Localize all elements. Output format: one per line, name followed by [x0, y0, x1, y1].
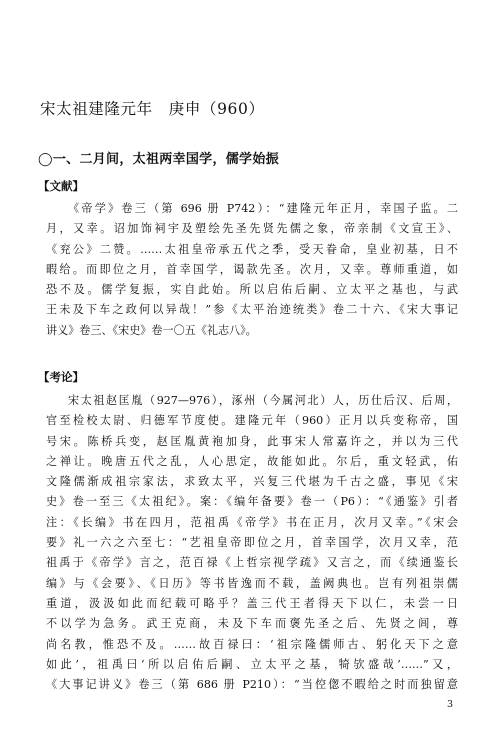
- text-line: 号宋。陈桥兵变，赵匡胤黄袍加身，此事宋人常嘉许之，并以为三代: [46, 434, 458, 448]
- page-number: 3: [447, 699, 454, 710]
- text-line: 宋太祖赵匡胤（927—976），涿州（今属河北）人，历仕后汉、后周，: [68, 394, 458, 407]
- text-line: 讲义》卷三、《宋史》卷一〇五《礼志八》。: [46, 323, 257, 337]
- chapter-title: 宋太祖建隆元年 庚申（960）: [40, 100, 265, 118]
- text-line: 祖禹于《帝学》言之，范百禄《上哲宗视学疏》又言之，而《续通鉴长: [46, 556, 458, 570]
- text-line: 不以学为急务。武王克商，未及下车而褒先圣之后、先贤之闾，尊: [46, 617, 458, 631]
- text-line: 要》礼一六之六至七：“艺祖皇帝即位之月，首幸国学，次月又幸，范: [46, 536, 458, 550]
- text-line: 王未及下车之政何以异哉！”参《太平治迹统类》卷二十六、《宋大事记: [46, 303, 458, 317]
- wenxian-paragraph: [46, 199, 458, 341]
- text-line: 月，又幸。诏加饰祠宇及塑绘先圣先贤先儒之象，帝亲制《文宣王》、: [46, 222, 458, 236]
- text-line: 《帝学》卷三（第 696 册 P742）：“建隆元年正月，幸国子监。二: [68, 202, 458, 215]
- text-line: 官至检校太尉、归德军节度使。建隆元年（960）正月以兵变称帝，国: [46, 414, 458, 428]
- label-kaolun: 【考论】: [38, 370, 84, 384]
- text-line: 重道，汲汲如此而纪载可略乎？盖三代王者得天下以仁，未尝一日: [46, 596, 458, 610]
- text-line: 编》与《会要》、《日历》等书皆逸而不载，盖阙典也。岂有列祖崇儒: [46, 576, 458, 590]
- label-wenxian: 【文献】: [38, 179, 84, 193]
- text-line: 文隆儒渐成祖宗家法，求致太平，兴复三代堪为千古之盛，事见《宋: [46, 475, 458, 489]
- section-heading: ◯一、二月间，太祖两幸国学，儒学始振: [38, 152, 279, 167]
- text-line: 之禅让。晚唐五代之乱，人心思定，故能如此。尔后，重文轻武，佑: [46, 454, 458, 468]
- kaolun-paragraph: [46, 391, 458, 695]
- text-line: 尚名教，惟恐不及。……故百禄曰：‘祖宗隆儒师古、躬化天下之意: [46, 637, 458, 651]
- text-line: 恐不及。儒学复振，实自此始。所以启佑后嗣、立太平之基也，与武: [46, 283, 458, 297]
- text-line: 史》卷一至三《太祖纪》。案：《编年备要》卷一（P6）：“《通鉴》引者: [46, 495, 458, 509]
- text-line: 如此’，祖禹曰‘所以启佑后嗣、立太平之基，犄欤盛哉’……”又，: [46, 657, 458, 671]
- text-line: 《兖公》二赞。……太祖皇帝承五代之季，受天眷命，皇业初基，日不: [46, 242, 458, 256]
- text-line: 《大事记讲义》卷三（第 686 册 P210）：“当倥偬不暇给之时而独留意: [46, 678, 458, 692]
- text-line: 暇给。而即位之月，首幸国学，谒款先圣。次月，又幸。尊师重道，如: [46, 262, 458, 276]
- text-line: 注：《长编》书在四月，范祖禹《帝学》书在正月，次月又幸。”《宋会: [46, 515, 458, 529]
